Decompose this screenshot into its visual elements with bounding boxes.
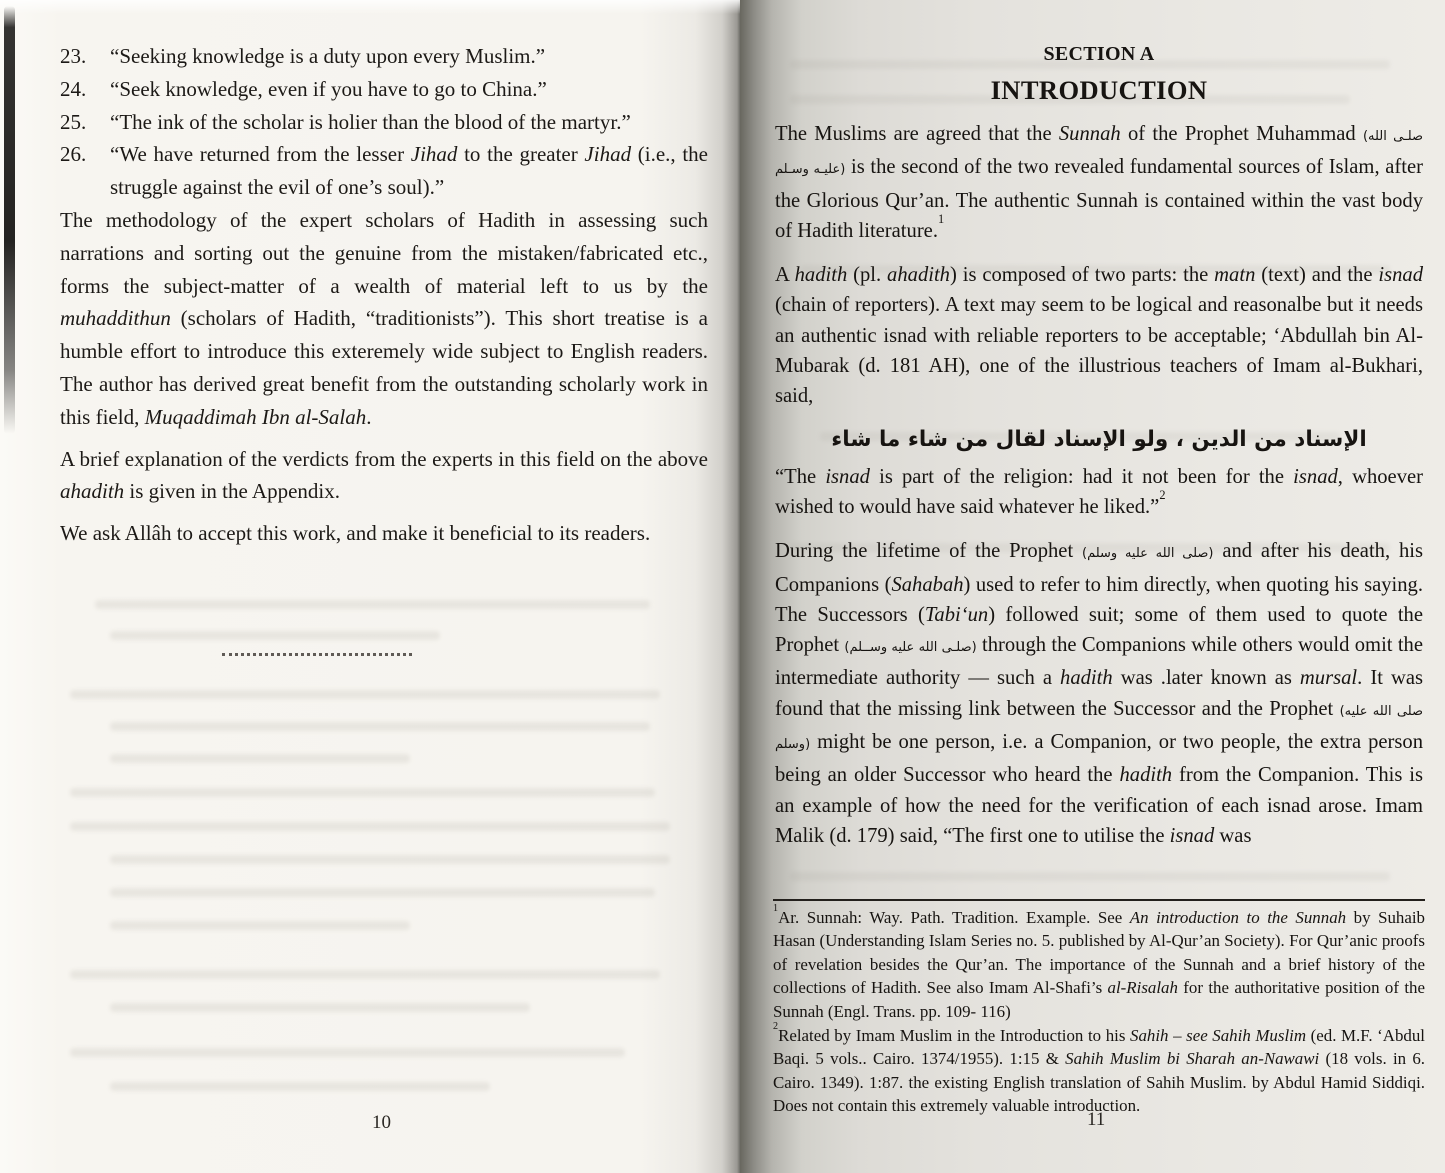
list-item-number: 24.: [60, 76, 87, 101]
ghost-text-line: [110, 855, 670, 864]
ghost-text-line: [70, 970, 660, 979]
ghost-text-line: [110, 722, 650, 731]
ghost-text-line: [110, 631, 440, 640]
list-item-number: 25.: [60, 109, 87, 134]
dotted-divider: [222, 653, 412, 656]
ghost-text-line: [110, 754, 410, 763]
ghost-text-line: [110, 888, 655, 897]
body-paragraph: A brief explanation of the verdicts from the experts in this field on the above ahadith is given in the Appendix.: [60, 446, 708, 504]
page-number-right: 11: [1087, 1109, 1106, 1130]
list-item: [60, 106, 708, 139]
list-item: [60, 40, 708, 73]
body-paragraph: The Muslims are agreed that the Sunnah of the Prophet Muhammad (صلـى الله عليـه وسـلم) is the second of the two revealed fundamental sources of Islam, after the Glorious Qur’an. The authentic Sunnah is contained within the vast body of Hadith literature.$^1$: [775, 123, 1424, 242]
body-paragraph: The methodology of the expert scholars of Hadith in assessing such narrations and sorting out the genuine from the mistaken/fabricated etc., forms the subject-matter of a wealth of material left to us by the muhaddithun (scholars of Hadith, “traditionists”). This short treatise is a humble effort to introduce this exteremely wide subject to English readers. The author has derived great benefit from the outstanding scholarly work in this field, Muqaddimah Ibn al-Salah.: [60, 207, 708, 429]
list-item-text: “Seeking knowledge is a duty upon every Muslim.”: [110, 44, 546, 68]
footnote: $^2$Related by Imam Muslim in the Introduction to his Sahih – see Sahih Muslim (ed. M.F. ‘Abdul Baqi. 5 vols.. Cairo. 1374/1955). 1:15 & Sahih Muslim bi Sharah an-Nawawi (18 vols. in 6. Cairo. 1349). 1:87. the existing English translation of Sahih Muslim. by Abdul Hamid Siddiqi. Does not contain this extremely valuable introduction.: [773, 1021, 1426, 1116]
ghost-text-line: [790, 872, 1390, 881]
list-item-text: “Seek knowledge, even if you have to go to China.”: [110, 76, 547, 101]
list-item-number: 26.: [60, 142, 87, 167]
page-top-highlight: [0, 0, 740, 14]
ghost-text-line: [70, 690, 660, 699]
body-paragraph: A hadith (pl. ahadith) is composed of two parts: the matn (text) and the isnad (chain of reporters). A text may seem to be logical and reasonalbe but it needs an authentic isnad with reliable reporters to be acceptable; ‘Abdullah bin Al-Mubarak (d. 181 AH), one of the illustrious teachers of Imam al-Bukhari, said,: [775, 264, 1423, 408]
right-page-text-column: [775, 42, 1423, 851]
ghost-text-line: [110, 1003, 530, 1012]
ghost-text-line: [110, 1082, 490, 1091]
page-title: INTRODUCTION: [990, 75, 1208, 105]
ghost-text-line: [70, 1048, 625, 1057]
ghost-text-line: [110, 921, 410, 930]
list-item-number: 23.: [60, 44, 87, 68]
footnote: $^1$Ar. Sunnah: Way. Path. Tradition. Example. See An introduction to the Sunnah by Suhaib Hasan (Understanding Islam Series no. 5. published by Al-Qur’an Society). For Qur’anic proofs of revelation besides the Qur’an. The importance of the Sunnah and a brief history of the collections of Hadith. See also Imam Al-Shafi’s al-Risalah for the authoritative position of the Sunnah (Engl. Trans. pp. 109- 116): [773, 903, 1425, 1021]
book-left-edge-shadow: [4, 6, 15, 434]
list-item-text: “We have returned from the lesser Jihad to the greater Jihad (i.e., the struggle against the evil of one’s soul).”: [110, 142, 708, 200]
page-number-left: 10: [372, 1112, 391, 1133]
ghost-text-line: [70, 788, 655, 797]
left-page-text-column: [60, 40, 708, 550]
arabic-quote: الإسناد من الدين ، ولو الإسناد لقال من شاء ما شاء: [831, 426, 1367, 452]
footnotes-block: [773, 899, 1425, 1118]
quote-translation-paragraph: “The isnad is part of the religion: had it not been for the isnad, whoever wished to would have said whatever he liked.”$^2$: [775, 465, 1423, 518]
ghost-text-line: [95, 600, 650, 609]
list-item: [60, 138, 708, 204]
body-paragraph: During the lifetime of the Prophet (صلى الله عليه وسلم) and after his death, his Companions (Sahabah) used to refer to him directly, when quoting his saying. The Successors (Tabi‘un) followed suit; some of them used to quote the Prophet (صلـى الله عليه وســلم) through the Companions while others would omit the intermediate authority — such a hadith was .later known as mursal. It was found that the missing link between the Successor and the Prophet (صلى الله عليه وسلم) might be one person, i.e. a Companion, or two people, the extra person being an older Successor who heard the hadith from the Companion. This is an example of how the need for the verification of each isnad arose. Imam Malik (d. 179) said, “The first one to utilise the isnad was: [775, 540, 1424, 847]
list-item: [60, 73, 708, 106]
body-paragraph: We ask Allâh to accept this work, and make it beneficial to its readers.: [60, 521, 651, 546]
list-item-text: “The ink of the scholar is holier than the blood of the martyr.”: [110, 109, 631, 134]
section-label: SECTION A: [1043, 43, 1155, 65]
ghost-text-line: [70, 822, 670, 831]
